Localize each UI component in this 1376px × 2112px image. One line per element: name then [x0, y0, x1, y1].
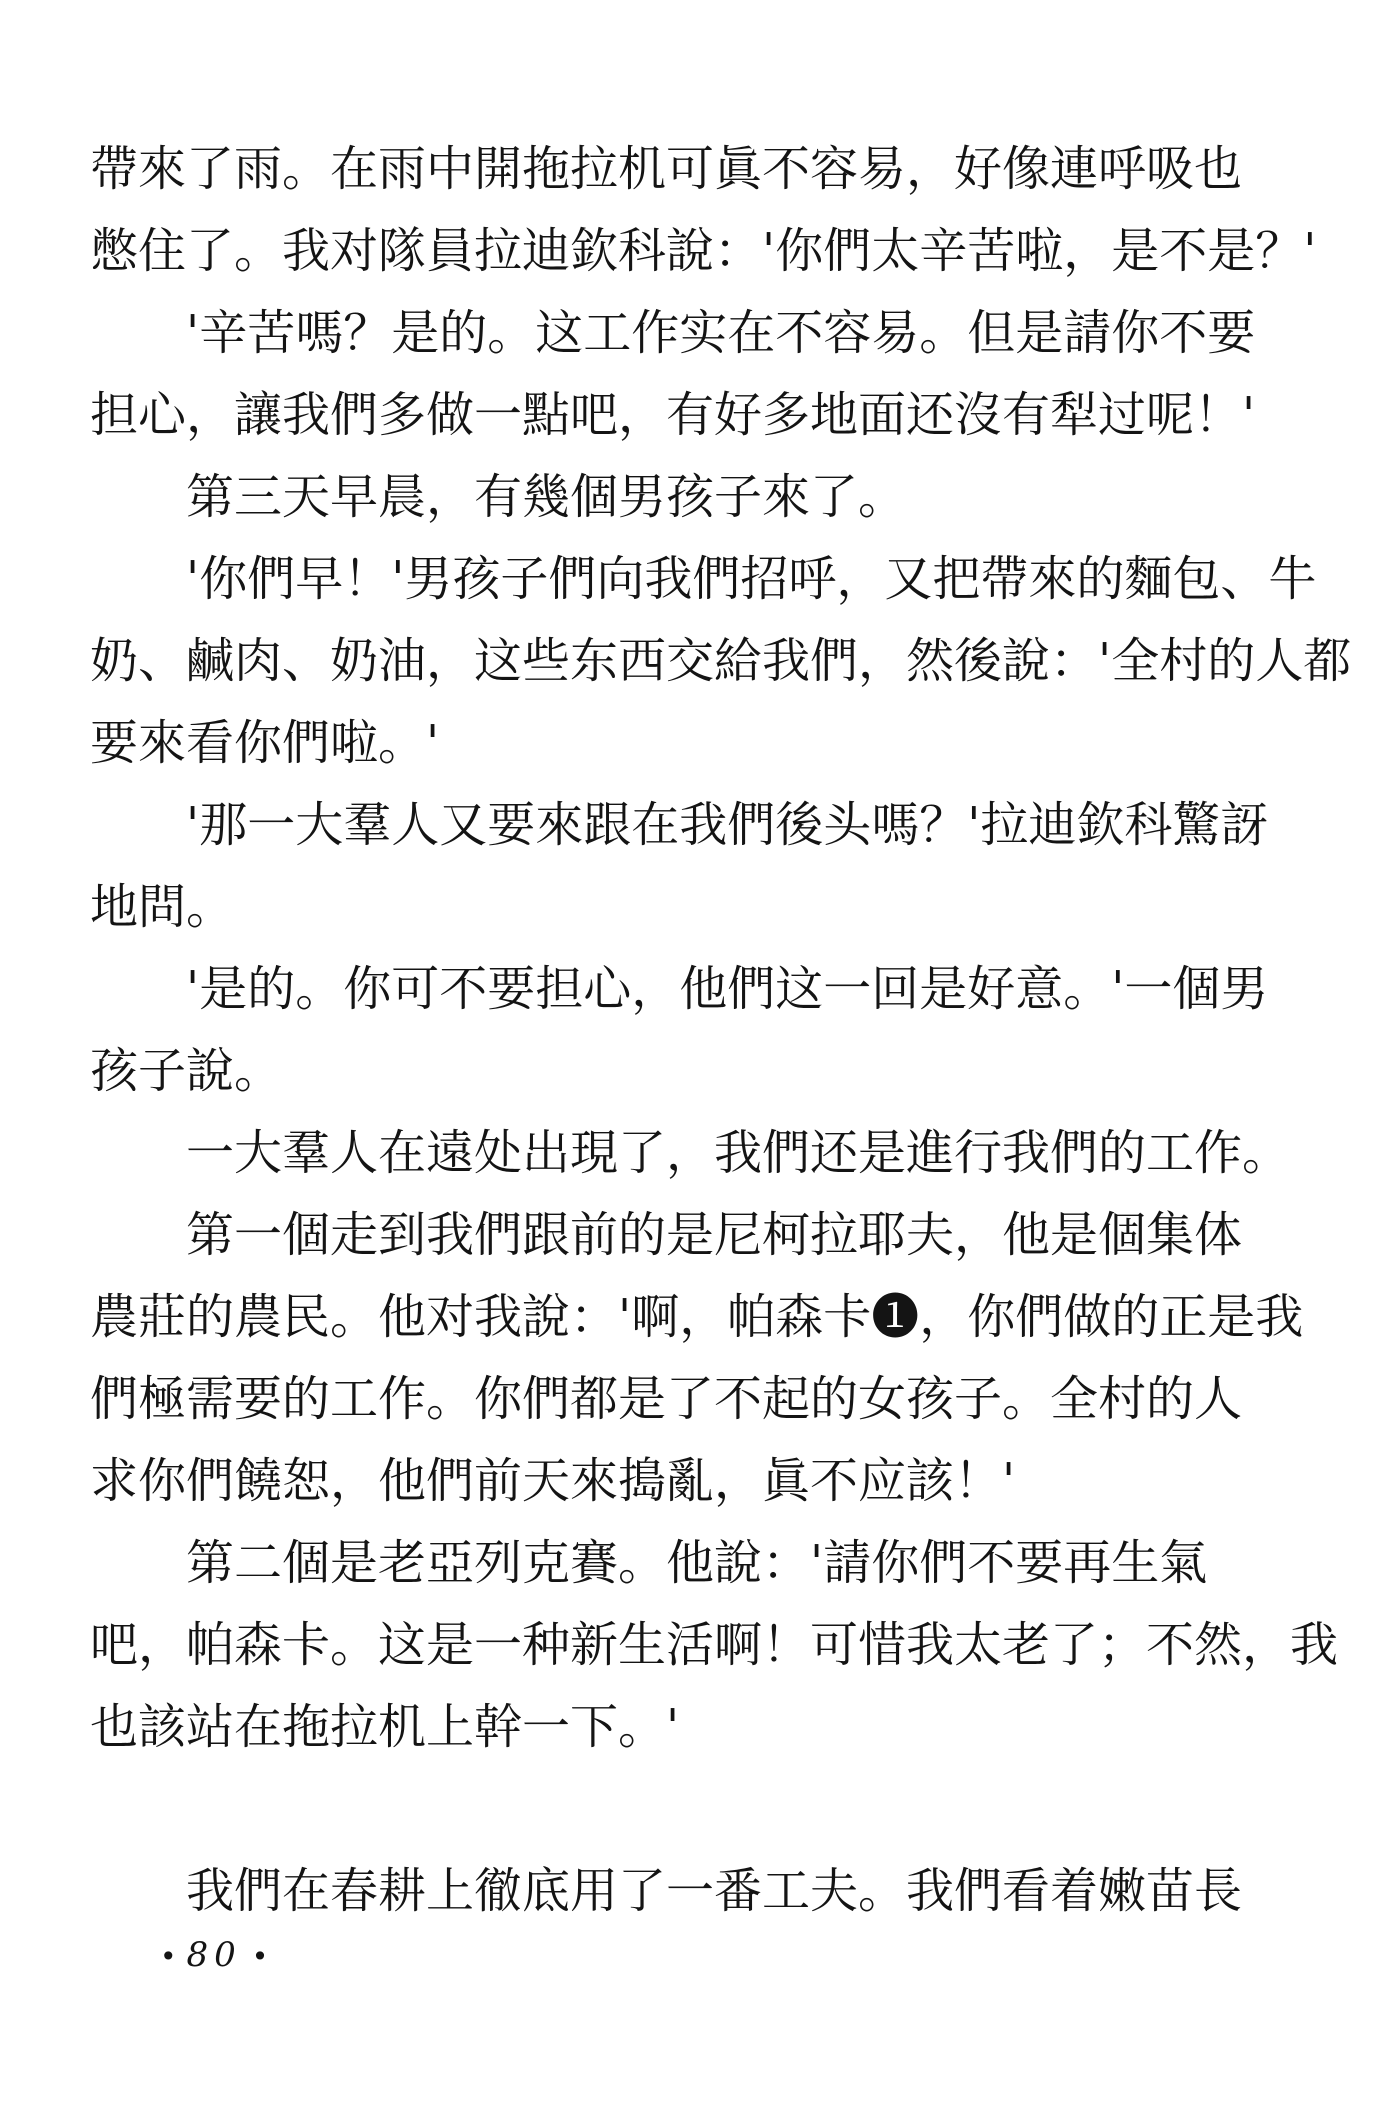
text-line: 第一個走到我們跟前的是尼柯拉耶夫，他是個集体 — [186, 1207, 1243, 1263]
text-line: 我們在春耕上徹底用了一番工夫。我們看着嫩苗長 — [186, 1863, 1243, 1919]
folio-dot-left: • — [160, 1940, 177, 1973]
text-line: 奶、鹹肉、奶油，这些东西交給我們，然後說：'全村的人都 — [90, 633, 1352, 689]
text-line: 吧，帕森卡。这是一种新生活啊！可惜我太老了；不然，我 — [90, 1617, 1339, 1673]
text-line: 們極需要的工作。你們都是了不起的女孩子。全村的人 — [90, 1371, 1243, 1427]
text-line: '你們早！'男孩子們向我們招呼，又把帶來的麵包、牛 — [186, 551, 1317, 607]
text-line: '那一大羣人又要來跟在我們後头嗎？'拉迪欽科驚訝 — [186, 797, 1269, 853]
text-line: 農莊的農民。他对我說：'啊，帕森卡❶，你們做的正是我 — [90, 1289, 1304, 1345]
text-line: 要來看你們啦。' — [90, 715, 440, 771]
text-line: 担心，讓我們多做一點吧，有好多地面还沒有犁过呢！' — [90, 387, 1256, 443]
page-number-value: 80 — [186, 1935, 242, 1975]
body-text — [90, 128, 1352, 1932]
page-number — [150, 1935, 278, 1975]
text-line: 第二個是老亞列克賽。他說：'請你們不要再生氣 — [186, 1535, 1208, 1591]
text-line: 地問。 — [90, 879, 235, 935]
folio-dot-right: • — [251, 1940, 269, 1973]
text-line: '是的。你可不要担心，他們这一回是好意。'一個男 — [186, 961, 1269, 1017]
text-line: 也該站在拖拉机上幹一下。' — [90, 1699, 680, 1755]
text-line: 第三天早晨，有幾個男孩子來了。 — [186, 469, 907, 525]
text-line: 孩子說。 — [90, 1043, 283, 1099]
text-line: '辛苦嗎？是的。这工作实在不容易。但是請你不要 — [186, 305, 1256, 361]
text-line: 憋住了。我对隊員拉迪欽科說：'你們太辛苦啦，是不是？' — [90, 223, 1317, 279]
text-line: 帶來了雨。在雨中開拖拉机可眞不容易，好像連呼吸也 — [90, 141, 1243, 197]
text-line: 一大羣人在遠处出現了，我們还是進行我們的工作。 — [186, 1125, 1291, 1181]
text-line: 求你們饒恕，他們前天來搗亂，眞不应該！' — [90, 1453, 1016, 1509]
